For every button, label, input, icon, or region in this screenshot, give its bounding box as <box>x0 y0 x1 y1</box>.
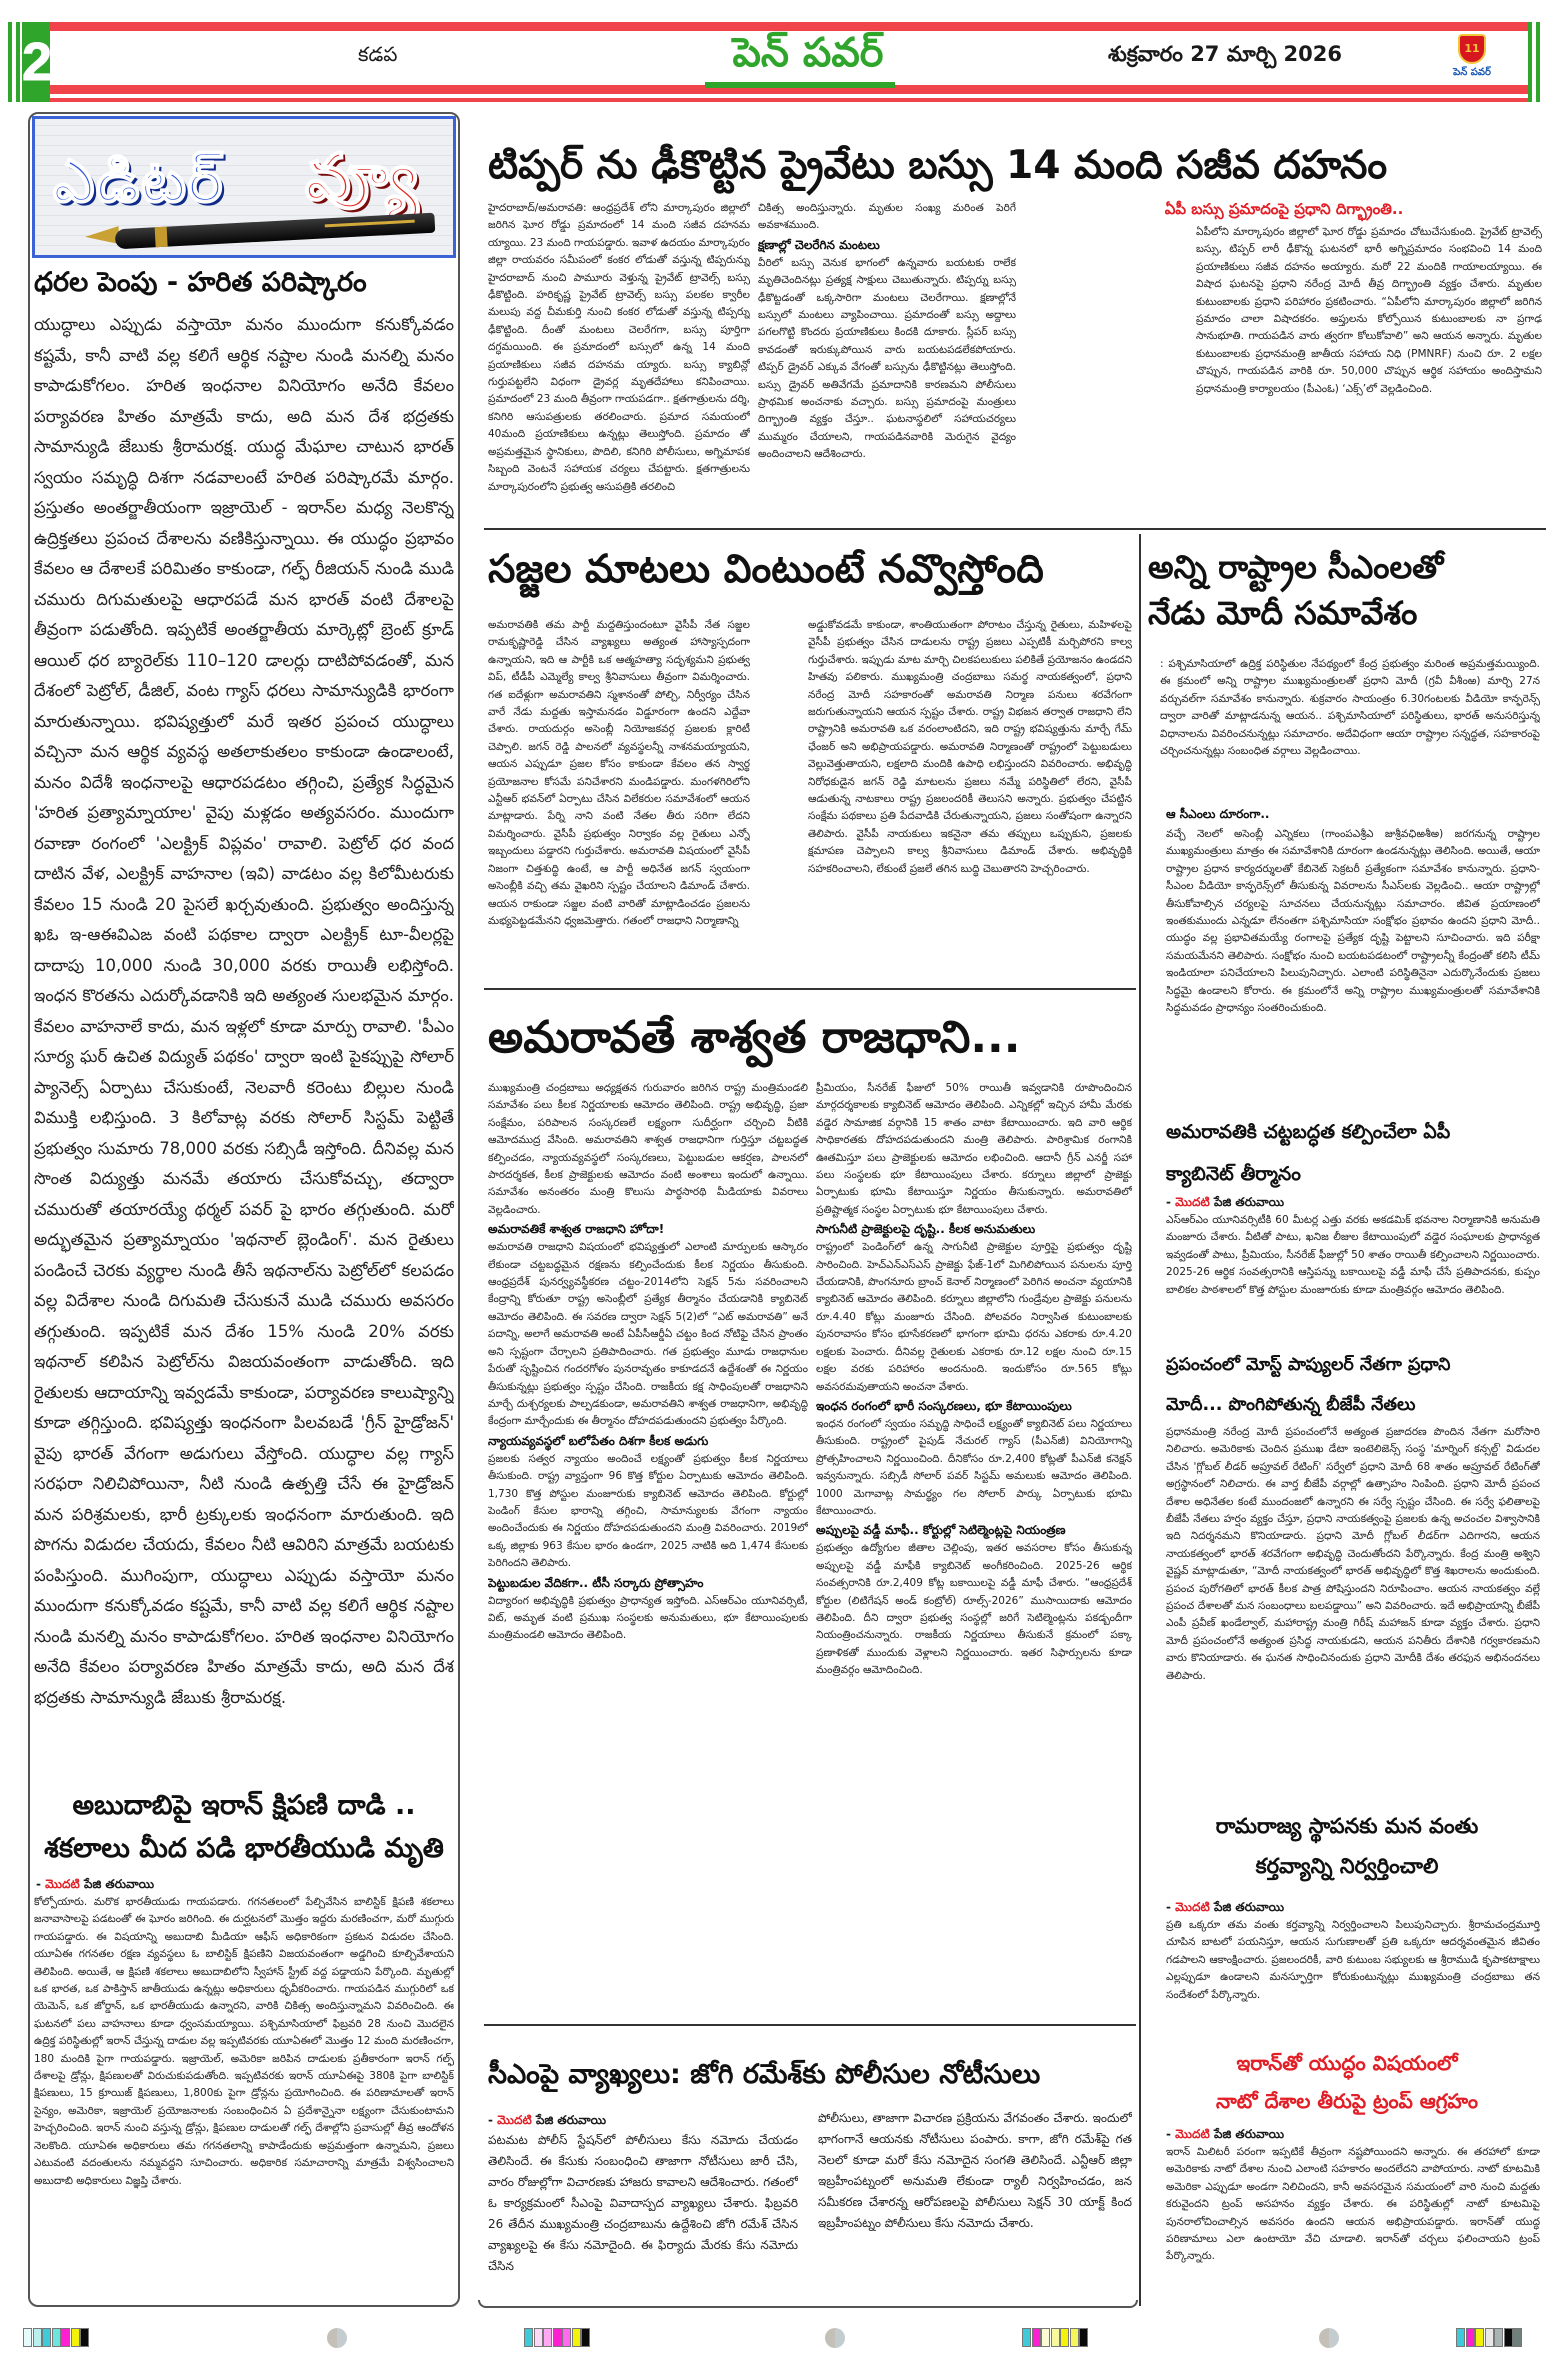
modi-meeting-subhead: ఆ సీఎంలు దూరంగా.. <box>1166 807 1270 821</box>
masthead-red-line-bottom <box>8 98 1542 102</box>
amaravati-cabinet-body: ఎస్ఆర్ఎం యూనివర్సిటీకి 60 మీటర్ల ఎత్తు వరకు అకడమిక్ భవనాల నిర్మాణానికి అనుమతి మంజూరు చేశారు. వీటితో పాటు, ఖనిజ లీజుల కేటాయింపులో వడ్డెర సంఘాలకు ప్రాధాన్యత ఇవ్వడంతో పాటు, ప్రీమియం, సీనరేజ్ ఫీజుల్లో 50 శాతం రాయితీ కల్పించాలని నిర్ణయించారు. 2025-26 ఆర్థిక సంవత్సరానికి ఆస్తిపన్ను బకాయిలపై వడ్డీ మాఫీ చేసే ప్రతిపాదనకు, కుప్పం బాలికల పాఠశాలలో కొత్త పోస్టుల మంజూరుకు కూడా మంత్రివర్గం ఆమోదం తెలిపింది. <box>1166 1214 1540 1296</box>
trump-headline-line2: నాటో దేశాల తీరుపై ట్రంప్ ఆగ్రహం <box>1216 2089 1478 2113</box>
color-swatch <box>52 2328 61 2347</box>
abudhabi-body: కోల్పోయారు. మరొక భారతీయుడు గాయపడారు. గగనతలంలో పేల్చివేసిన బాలిస్టిక్ క్షిపణి శకలాలు జనావాసాలపై పడటంతో ఈ ఘోరం జరిగింది. ఈ దుర్ఘటనలో మొత్తం ఇద్దరు మరణించగా, మరో ముగ్గురు గాయపడ్డారు. ఈ విషయాన్ని అబుదాబి మీడియా ఆఫీస్ అధికారికంగా ప్రకటన విడుదల చేసింది. యూఏఈ గగనతల రక్షణ వ్యవస్థలు ఓ బాలిస్టిక్ క్షిపణిని విజయవంతంగా అడ్డగించి కూల్చివేశాయని తెలిపింది. అయితే, ఆ క్షిపణి శకలాలు అబుదాబిలోని స్వీహాన్ స్ట్రీట్ వద్ద పడ్డాయని పేర్కొంది. మృతుల్లో ఒక భారత, ఒక పాకిస్తాన్ జాతీయుడు ఉన్నట్లు అధికారులు ధృవీకరించారు. గాయపడిన ముగ్గురిలో ఒక యెమెన్, ఒక జోర్డాన్, ఒక భారతీయుడు ఉన్నారని, వారికి చికిత్స అందిస్తున్నామని వివరించింది. ఈ ఘటనలో పలు వాహనాలు కూడా ధ్వంసమయ్యాయి. పశ్చిమాసియాలో ఫిబ్రవరి 28 నుంచి మొదలైన ఉద్రిక్త పరిస్థితుల్లో ఇరాన్ చేస్తున్న దాడుల వల్ల ఇప్పటివరకు యూఏఈలో మొత్తం 12 మంది మరణించగా, 180 మందికి పైగా గాయపడ్డారు. ఇజ్రాయెల్, అమెరికా జరిపిన దాడులకు ప్రతీకారంగా ఇరాన్ గల్ఫ్ దేశాలపై డ్రోన్లు, క్షిపణులతో విరుచుకుపడుతోంది. ఇప్పటివరకు ఇరాన్ యూఏఈపై 380కి పైగా బాలిస్టిక్ క్షిపణులు, 15 క్రూయిజ్ క్షిపణులు, 1,800కు పైగా డ్రోన్లను ప్రయోగించింది. ఈ పరిణామాలతో ఇరాన్ సైన్యం, అమెరికా, ఇజ్రాయెల్ ప్రయోజనాలకు సంబంధించిన ఏ ప్రదేశాన్నైనా లక్ష్యంగా చేసుకుంటామని హెచ్చరించింది. ఇరాన్ నుంచి వస్తున్న డ్రోన్లు, క్షిపణుల దాడులతో గల్ఫ్ దేశాల్లోని ప్రవాసుల్లో తీవ్ర ఆందోళన నెలకొంది. యూఏఈ అధికారులు తమ గగనతలాన్ని కాపాడేందుకు అప్రమత్తంగా ఉన్నామని, ప్రజలు ఎటువంటి వదంతులను నమ్మవద్దని సూచించారు. అధికారిక సమాచారాన్ని మాత్రమే విశ్వసించాలని అబుదాబి అధికారులు విజ్ఞప్తి చేశారు. <box>34 1896 454 2187</box>
amaravati-col2-irrigation: రాష్ట్రంలో పెండింగ్‌లో ఉన్న సాగునీటి ప్రాజెక్టుల పూర్తిపై ప్రభుత్వం దృష్టి సారించింది. హెచ్ఎన్ఎస్ఎస్ ప్రాజెక్టు ఫేజ్-1లో మిగిలిపోయిన పనులను పూర్తి చేయడానికి, పొంగనూరు బ్రాంచ్ కెనాల్ నిర్మాణంలో పెరిగిన అంచనా వ్యయానికి క్యాబినెట్ ఆమోదం తెలిపింది. కర్నూలు జిల్లాలోని గుండ్రేవుల ప్రాజెక్టు పనులను రూ.4.40 కోట్లు మంజూరు చేసింది. పోలవరం నిర్వాసిత కుటుంబాలకు పునరావాసం కోసం భూసేకరణలో భాగంగా భూమి ధరను ఎకరాకు రూ.4.20 లక్షలకు పెంచారు. దీనివల్ల రైతులకు ఎకరాకు రూ.12 లక్షల నుంచి రూ.15 లక్షల వరకు పరిహారం అందనుంది. ఇందుకోసం రూ.565 కోట్లు అవసరమవుతాయని అంచనా వేశారు. <box>816 1241 1132 1393</box>
jogi-ramesh-col2: పోలీసులు, తాజాగా విచారణ ప్రక్రియను వేగవంతం చేశారు. ఇందులో భాగంగానే ఆయనకు నోటీసులు పంపారు. కాగా, జోగి రమేశ్‌పై గత నెలలో కూడా మరో కేసు నమోదైన సంగతి తెలిసిందే. ఎన్టీఆర్ జిల్లా ఇబ్రహీంపట్నంలో అనుమతి లేకుండా ర్యాలీ నిర్వహించడం, జన సమీకరణ చేశారన్న ఆరోపణలపై పోలీసులు సెక్షన్ 30 యాక్ట్ కింద ఇబ్రహీంపట్నం పోలీసులు కేసు నమోదు చేశారు. <box>818 2111 1132 2230</box>
bus-fire-col2 <box>758 200 1016 526</box>
abudhabi-headline-line1: అబుదాబిపై ఇరాన్ క్షిపణి దాడి .. <box>72 1790 416 1821</box>
amaravati-col2-intro: ప్రీమియం, సీనరేజ్ ఫీజులో 50% రాయితీ ఇవ్వడానికి రూపొందించిన మార్గదర్శకాలకు క్యాబినెట్ ఆమోదం తెలిపింది. ఎన్నికల్లో ఇచ్చిన హామీ మేరకు వడ్డెర సామాజిక వర్గానికి 15 శాతం వాటా కేటాయించారు. ఇది వారి ఆర్థిక సాధికారతకు దోహదపడుతుందని మంత్రి తెలిపారు. పారిశ్రామిక రంగానికి ఊతమిస్తూ పలు ప్రాజెక్టులకు ఆమోదం లభించింది. ఆదానీ గ్రీన్ ఎనర్జీ సహా పలు సంస్థలకు భూ కేటాయింపులు చేశారు. కర్నూలు జిల్లాలో ప్రాజెక్టు ఏర్పాటుకు భూమి కేటాయిస్తూ నిర్ణయం తీసుకున్నారు. అమరావతిలో ప్రతిష్టాత్మక సంస్థల ఏర్పాటుకు భూ కేటాయింపులు చేశారు. <box>816 1082 1132 1216</box>
color-swatch <box>1504 2328 1513 2347</box>
sajjala-headline: సజ్జల మాటలు వింటుంటే నవ్వొస్తోంది <box>488 547 1044 592</box>
abudhabi-headline-line2: శకలాలు మీద పడి భారతీయుడి మృతి <box>44 1833 444 1864</box>
print-color-bar-4 <box>1456 2328 1523 2348</box>
jogi-ramesh-headline: సీఎంపై వ్యాఖ్యలు: జోగి రమేశ్‌కు పోలీసుల నోటీసులు <box>488 2059 1041 2090</box>
newspaper-logo-icon <box>1450 34 1494 86</box>
color-swatch <box>572 2328 581 2347</box>
color-swatch <box>61 2328 70 2347</box>
amaravati-col1-intro: ముఖ్యమంత్రి చంద్రబాబు అధ్యక్షతన గురువారం జరిగిన రాష్ట్ర మంత్రిమండలి సమావేశం పలు కీలక నిర్ణయాలకు ఆమోదం తెలిపింది. రాష్ట్ర అభివృద్ధి, ప్రజా సంక్షేమం, పరిపాలన సంస్కరణలే లక్ష్యంగా సుదీర్ఘంగా చర్చించి వీటికి ఆమోదముద్ర వేసింది. అమరావతిని శాశ్వత రాజధానిగా గుర్తిస్తూ చట్టబద్ధత కల్పించడం, న్యాయవ్యవస్థలో సంస్కరణలు, పెట్టుబడుల ఆకర్షణ, పాలనలో పారదర్శకత, కీలక ప్రాజెక్టులకు ఆమోదం వంటి అంశాలు ఇందులో ఉన్నాయి. సమావేశం అనంతరం మంత్రి కొలుసు పార్థసారథి మీడియాకు వివరాలు వెల్లడించారు. <box>488 1082 808 1216</box>
amaravati-col1-capital: అమరావతి రాజధాని విషయంలో భవిష్యత్తులో ఎలాంటి మార్పులకు ఆస్కారం లేకుండా చట్టబద్ధమైన రక్షణను కల్పించేందుకు కీలక నిర్ణయం తీసుకుంది. ఆంధ్రప్రదేశ్ పునర్వ్యవస్థీకరణ చట్టం-2014లోని సెక్షన్ 5ను సవరించాలని కేంద్రాన్ని కోరుతూ రాష్ట్ర అసెంబ్లీలో ప్రత్యేక తీర్మానం చేయడానికి క్యాబినెట్ ఆమోదం తెలిపింది. ఈ సవరణ ద్వారా సెక్షన్ 5(2)లో “ఎట్ అమరావతి” అనే పదాన్ని, అలాగే అమరావతి అంటే ఏపీసీఆర్డీఏ చట్టం కింద నోటిఫై చేసిన ప్రాంతం అని స్పష్టంగా చేర్చాలని ప్రతిపాదించారు. గత ప్రభుత్వం మూడు రాజధానుల పేరుతో సృష్టించిన గందరగోళం పునరావృతం కాకూడదనే ఉద్దేశంతో ఈ నిర్ణయం తీసుకున్నట్లు ప్రభుత్వం స్పష్టం చేసింది. రాజకీయ కక్ష సాధింపులతో రాజధానిని మార్చే దుశ్చర్యలకు పాల్పడకుండా, అమరావతిని శాశ్వత రాజధానిగా, అభివృద్ధి కేంద్రంగా మార్చేందుకు ఈ తీర్మానం దోహదపడుతుందని ప్రభుత్వం పేర్కొంది. <box>488 1241 808 1428</box>
print-color-bar-2 <box>524 2328 591 2348</box>
color-swatch <box>1456 2328 1465 2347</box>
color-swatch <box>1485 2328 1494 2347</box>
color-swatch <box>1022 2328 1031 2347</box>
pm-condolence-headline: ఏపీ బస్సు ప్రమాదంపై ప్రధాని దిగ్భ్రాంతి.. <box>1164 200 1404 218</box>
modi-meeting-headline-line2: నేడు మోదీ సమావేశం <box>1148 594 1418 632</box>
amaravati-subhead-capital: అమరావతికే శాశ్వత రాజధాని హోదా! <box>488 1222 665 1237</box>
color-swatch <box>553 2328 562 2347</box>
logo-text: పెన్ పవర్ <box>1453 67 1491 78</box>
color-swatch <box>1513 2328 1522 2347</box>
modi-meeting-headline-line1: అన్ని రాష్ట్రాల సీఎంలతో <box>1148 548 1444 586</box>
divider-rule <box>484 2024 1136 2026</box>
trump-body: ఇరాన్ మిలిటరీ పరంగా ఇప్పటికే తీవ్రంగా నష్టపోయిందని అన్నారు. ఈ తరహాలో కూడా అమెరికాకు నాటో దేశాల నుంచి ఎలాంటి సహకారం అందలేదని వాపోయారు. నాటో కూటమికి అమెరికా ఎప్పుడూ అండగా నిలిచిందని, కానీ అవసరమైన సమయంలో వారి నుంచి మద్దతు కరువైందని ట్రంప్ అసహనం వ్యక్తం చేశారు. ఈ పరిస్థితుల్లో నాటో కూటమిపై పునరాలోచించాల్సిన అవసరం ఉందని ఆయన అభిప్రాయపడ్డారు. ఇరాన్‌తో యుద్ధ పరిణామాలు ఎలా ఉంటాయో వేచి చూడాలి. ఇరాన్‌తో చర్చలు ఫలించాయని ట్రంప్ పేర్కొన్నారు. <box>1166 2146 1540 2263</box>
color-swatch <box>1475 2328 1484 2347</box>
print-color-bar-3 <box>1022 2328 1089 2348</box>
amaravati-col1-judiciary: ప్రజలకు సత్వర న్యాయం అందించే లక్ష్యంతో ప్రభుత్వం కీలక నిర్ణయాలు తీసుకుంది. రాష్ట్ర వ్యాప్తంగా 96 కొత్త కోర్టుల ఏర్పాటుకు ఆమోదం తెలిపింది. 1,730 కొత్త పోస్టుల మంజూరుకు క్యాబినెట్ ఆమోదం తెలిపింది. కోర్టుల్లో పెండింగ్ కేసుల భారాన్ని తగ్గించి, సామాన్యులకు వేగంగా న్యాయం అందించేందుకు ఈ నిర్ణయం దోహదపడుతుందని మంత్రి వివరించారు. 2019లో ఒక్క జిల్లాకు 963 కేసుల భారం ఉండగా, 2025 నాటికి అది 1,474 కేసులకు పెరిగిందని తెలిపారు. <box>488 1452 808 1570</box>
abudhabi-continued-label: - మొదటి పేజి తరువాయి <box>36 1877 155 1891</box>
amaravati-cabinet-headline-line1: అమరావతికి చట్టబద్ధత కల్పించేలా ఏపీ <box>1166 1121 1451 1143</box>
amaravati-col2-energy: ఇంధన రంగంలో స్వయం సమృద్ధి సాధించే లక్ష్యంతో క్యాబినెట్ పలు నిర్ణయాలు తీసుకుంది. రాష్ట్రంలో పైపుడ్ నేచురల్ గ్యాస్ (పీఎన్‌జీ) వినియోగాన్ని ప్రోత్సహించాలని నిర్ణయించింది. దీనికోసం రూ.2,400 కోట్లతో పీఎన్‌జీ కనెక్షన్ ఇవ్వనున్నారు. సబ్సిడీ సోలార్ పవర్ సిస్టమ్ అమలుకు ఆమోదం తెలిపింది. 1000 మెగావాట్ల సామర్థ్యం గల సోలార్ పార్కు ఏర్పాటుకు భూమి కేటాయించారు. <box>816 1417 1132 1517</box>
amaravati-subhead-judiciary: న్యాయవ్యవస్థలో బలోపేతం దిశగా కీలక అడుగు <box>488 1433 709 1448</box>
bottom-frame <box>478 2300 1138 2308</box>
bus-fire-col1: హైదరాబాద్/అమరావతి: ఆంధ్రప్రదేశ్ లోని మార్కాపురం జిల్లాలో జరిగిన ఘోర రోడ్డు ప్రమాదంలో 14 మంది సజీవ దహనమ య్యాయి. 23 మంది గాయపడ్డారు. ఇవాళ ఉదయం మార్కాపురం జిల్లా రాయవరం సమీపంలో కంకర లోడుతో వస్తున్న టిప్పరున్ను హైదరాబాద్ నుంచి పామూరు వెళ్తున్న ప్రైవేట్ ట్రావెల్స్ బస్సు ఢీకొట్టింది. హరికృష్ణ ప్రైవేట్ ట్రావెల్స్ బస్సు పలకల క్వారీల మలుపు వద్ద చీమకుర్తి నుంచి కంకర లోడుతో వస్తున్న టిప్పర్ను ఢీకొట్టింది. దీంతో మంటలు చెలరేగగా, బస్సు పూర్తిగా దగ్ధమయింది. ఈ ప్రమాదంలో బస్సులో ఉన్న 14 మంది ప్రయాణికులు సజీవ దహనమ య్యారు. బస్సు క్యాబిన్లో గుర్తుపట్టలేని విధంగా డ్రైవర్ల మృతదేహాలు కనిపించాయి. ప్రమాదంలో 23 మంది తీవ్రంగా గాయపడగా.. క్షతగాత్రులను దర్శి, కనిగిరి ఆసుపత్రులకు తరలించారు. ప్రమాద సమయంలో 40మంది ప్రయాణికులు ఉన్నట్లు తెలుస్తోంది. ప్రమాదం తో అప్రమత్తమైన స్థానికులు, పొదిలి, కనిగిరి పోలీసులు, అగ్నిమాపక సిబ్బంది వెంటనే సహాయక చర్యలు చేపట్టారు. క్షతగాత్రులను మార్కాపురంలోని ప్రభుత్వ ఆసుపత్రికి తరలించి <box>488 202 750 493</box>
color-swatch <box>71 2328 80 2347</box>
ramarajya-body: ప్రతి ఒక్కరూ తమ వంతు కర్తవ్యాన్ని నిర్వర్తించాలని పిలుపునిచ్చారు. శ్రీరామచంద్రమూర్తి చూపిన బాటలో పయనిస్తూ, ఆయన సుగుణాలతో ప్రతి ఒక్కరూ ఆదర్శవంతమైన జీవితం గడపాలని ఆకాంక్షించారు. ప్రజలందరికీ, వారి కుటుంబ సభ్యులకు ఆ శ్రీరాముడి కృపాకటాక్షాలు ఎల్లప్పుడూ ఉండాలని మనస్ఫూర్తిగా కోరుకుంటున్నట్లు ముఖ్యమంత్రి చంద్రబాబు తన సందేశంలో పేర్కొన్నారు. <box>1166 1919 1540 2001</box>
amaravati-cabinet-headline-line2: క్యాబినెట్ తీర్మానం <box>1166 1163 1301 1185</box>
registration-mark-icon <box>327 2328 347 2348</box>
title-underline <box>705 82 895 88</box>
print-color-bar-1 <box>23 2328 90 2348</box>
editorial-headline: ధరల పెంపు - హరిత పరిష్కారం <box>34 267 367 298</box>
editor-view-banner <box>32 116 456 258</box>
continued-highlight: మొదటి <box>45 1877 80 1891</box>
color-swatch <box>23 2328 32 2347</box>
color-swatch <box>33 2328 42 2347</box>
color-swatch <box>534 2328 543 2347</box>
trump-continued-label: - మొదటి పేజి తరువాయి <box>1166 2127 1285 2141</box>
pen-nib-icon <box>85 226 120 246</box>
trump-headline-line1: ఇరాన్‌తో యుద్ధం విషయంలో <box>1236 2051 1458 2075</box>
color-swatch <box>1070 2328 1079 2347</box>
color-swatch <box>1494 2328 1503 2347</box>
amaravati-subhead-investment: పెట్టుబడుల వేదికగా.. టీసీ సర్కారు ప్రోత్సాహం <box>488 1575 704 1590</box>
banner-word-editor: ఎడిటర్ <box>53 147 225 215</box>
jogi-ramesh-continued-label: - మొదటి పేజి తరువాయి <box>488 2113 607 2127</box>
jogi-ramesh-col1: పటమట పోలీస్ స్టేషన్‌లో పోలీసులు కేసు నమోదు చేయడం తెలిసిందే. ఈ కేసుకు సంబంధించి తాజాగా నోటీసులు జారీ చేసి, వారం రోజుల్లోగా విచారణకు హాజరు కావాలని ఆదేశించారు. గతంలో ఓ కార్యక్రమంలో సీఎంపై వివాదాస్పద వ్యాఖ్యలు చేశారు. ఫిబ్రవరి 26 తేదీన ముఖ్యమంత్రి చంద్రబాబును ఉద్దేశించి జోగి రమేశ్ చేసిన వ్యాఖ్యలపై ఈ కేసు నమోదైంది. ఈ ఫిర్యాదు మేరకు కేసు నమోదు చేసిన <box>488 2133 798 2273</box>
amaravati-cabinet-continued-label: - మొదటి పేజి తరువాయి <box>1166 1195 1285 1209</box>
color-swatch <box>1466 2328 1475 2347</box>
color-swatch <box>1032 2328 1041 2347</box>
modi-meeting-body: : పశ్చిమాసియాలో ఉద్రిక్త పరిస్థితుల నేపథ్యంలో కేంద్ర ప్రభుత్వం మరింత అప్రమత్తమయ్యింది. ఈ క్రమంలో అన్ని రాష్ట్రాల ముఖ్యమంత్రులతో ప్రధాని మోదీ (గ్రవీ వీశీంఱ) మార్చి 27న వర్చువల్‌గా సమావేశం కానున్నారు. శుక్రవారం సాయంత్రం 6.30గంటలకు వీడియో కాన్ఫరెన్స్ ద్వారా వారితో మాట్లాడనున్న ఆయన.. పశ్చిమాసియాలో పరిస్థితులు, భారత్ అనుసరిస్తున్న విధానాలను వివరించనున్నట్లు సమాచారం. అదేవిధంగా ఆయా రాష్ట్రాల సన్నద్ధత, సహకారంపై చర్చించనున్నట్లు సంబంధిత వర్గాలు వెల్లడించాయి. <box>1160 658 1540 758</box>
modi-meeting-body2: వచ్చే నెలలో అసెంబ్లీ ఎన్నికలు (గాంంపఎశ్రీఎ జుశ్రీవఛిఱశీఅ) జరగనున్న రాష్ట్రాల ముఖ్యమంత్రులు మాత్రం ఈ సమావేశానికి దూరంగా ఉండనున్నట్లు తెలిసింది. అయితే, ఆయా రాష్ట్రాల ప్రధాన కార్యదర్శులతో కేబినెట్ సెక్రటరీ ప్రత్యేకంగా సమావేశం కానున్నారు. ప్రధాని-సీఎంల వీడియో కాన్ఫరెన్స్‌లో తీసుకున్న వివరాలను సీఎస్‌లకు వెల్లడించి.. ఆయా రాష్ట్రాల్లో తీసుకోవాల్సిన చర్యలపై సూచనలు చేయనున్నట్లు సమాచారం. జీవిత ప్రయాణంలో ఇంతకుముందు ఎన్నడూ లేనంతగా పశ్చిమాసియా సంక్షోభం ప్రభావం ఉందని ప్రధాని మోదీ.. యుద్ధం వల్ల ప్రభావితమయ్యే రంగాలపై ప్రత్యేక దృష్టి పెట్టాలని సూచించారు. ఇది పరీక్షా సమయమేనని తెలిపారు. సంక్షోభం నుంచి బయటపడటంలో రాష్ట్రాలన్నీ కేంద్రంతో కలిసి టీమ్ ఇండియాలా పనిచేయాలని పిలుపునిచ్చారు. ఎలాంటి పరిస్థితినైనా ఎదుర్కొనేందుకు ప్రజలు సిద్ధమై ఉండాలని కోరారు. ఈ క్రమంలోనే అన్ని రాష్ట్రాల ముఖ్యమంత్రులతో సమావేశానికి సిద్ధమవడం ప్రాధాన్యం సంతరించుకుంది. <box>1166 828 1540 1015</box>
color-swatch <box>524 2328 533 2347</box>
popular-leader-headline-line2: మోదీ... పొంగిపోతున్న బీజేపీ నేతలు <box>1166 1395 1416 1415</box>
color-swatch <box>581 2328 590 2347</box>
ramarajya-headline-line2: కర్తవ్యాన్ని నిర్వర్తించాలి <box>1255 1854 1439 1878</box>
color-swatch <box>1079 2328 1088 2347</box>
masthead-green-stripes-left <box>8 22 22 102</box>
color-swatch <box>42 2328 51 2347</box>
ramarajya-continued-label: - మొదటి పేజి తరువాయి <box>1166 1900 1285 1914</box>
color-swatch <box>80 2328 89 2347</box>
sajjala-col2: అడ్డుకోవడమే కాకుండా, శాంతియుతంగా పోరాటం చేస్తున్న రైతులు, మహిళలపై వైసీపీ ప్రభుత్వం చేసిన దాడులను రాష్ట్ర ప్రజలు ఎప్పటికీ మర్చిపోరని కాల్వ గుర్తుచేశారు. ఇప్పుడు మాట మార్చి చిలకపలుకులు పలికితే ప్రయోజనం ఉండదని హితవు పలికారు. ముఖ్యమంత్రి చంద్రబాబు సమర్థ నాయకత్వంలో, ప్రధాని నరేంద్ర మోదీ సహకారంతో అమరావతి నిర్మాణ పనులు శరవేగంగా జరుగుతున్నాయని ఆయన స్పష్టం చేశారు. రాష్ట్ర విభజన తర్వాత రాజధాని లేని రాష్ట్రానికి అమరావతి ఒక వరంలాంటిదని, ఇది రాష్ట్ర భవిష్యత్తును మార్చే గేమ్ ఛేంజర్ అని అభిప్రాయపడ్డారు. అమరావతి నిర్మాణంతో రాష్ట్రంలో పెట్టుబడులు వెల్లువెత్తుతాయని, లక్షలాది మందికి ఉపాధి లభిస్తుందని వివరించారు. అభివృద్ధి నిరోధకుడైన జగన్ రెడ్డి మాటలను ప్రజలు నమ్మే పరిస్థితిలో లేరని, వైసీపీ ఆడుతున్న నాటకాలు రాష్ట్ర ప్రజలందరికీ తెలుసని అన్నారు. ప్రభుత్వం చేపట్టిన సంక్షేమ పథకాలు ప్రతి పేదవాడికి చేరుతున్నాయని, ప్రజలు సంతోషంగా ఉన్నారని తెలిపారు. వైసీపీ నాయకులు ఇకనైనా తమ తప్పులు ఒప్పుకుని, ప్రజలకు క్షమాపణ చెప్పాలని కాల్వ శ్రీనివాసులు డిమాండ్ చేశారు. అభివృద్ధికి సహకరించాలని, లేకుంటే ప్రజలే తగిన బుద్ధి చెబుతారని హెచ్చరించారు. <box>808 619 1132 875</box>
color-swatch <box>543 2328 552 2347</box>
bus-fire-headline: టిప్పర్ ను ఢీకొట్టిన ప్రైవేటు బస్సు 14 మంది సజీవ దహనం <box>488 143 1388 188</box>
pm-condolence-body: ఏపీలోని మార్కాపురం జిల్లాలో ఘోర రోడ్డు ప్రమాదం చోటుచేసుకుంది. ప్రైవేట్ ట్రావెల్స్ బస్సు, టిప్పర్ లారీ ఢీకొన్న ఘటనలో భారీ అగ్నిప్రమాదం సంభవించి 14 మంది ప్రయాణికులు సజీవ దహనం అయ్యారు. మరో 22 మందికి గాయాలయ్యాయి. ఈ విషాద ఘటనపై ప్రధాని నరేంద్ర మోదీ తీవ్ర దిగ్భ్రాంతి వ్యక్తం చేశారు. మృతుల కుటుంబాలకు ప్రధాని పరిహారం ప్రకటించారు. “ఏపీలోని మార్కాపురం జిల్లాలో జరిగిన ప్రమాదం చాలా విషాదకరం. అప్తులను కోల్పోయిన కుటుంబాలకు నా ప్రగాఢ సానుభూతి. గాయపడిన వారు త్వరగా కోలుకోవాలి” అని ఆయన అన్నారు. మృతుల కుటుంబాలకు ప్రధానమంత్రి జాతీయ సహాయ నిధి (PMNRF) నుంచి రూ. 2 లక్షల చొప్పున, గాయపడిన వారికి రూ. 50,000 చొప్పున ఆర్థిక సహాయం అందిస్తామని ప్రధానమంత్రి కార్యాలయం (పీఎంఓ) ‘ఎక్స్’లో వెల్లడించింది. <box>1196 226 1542 395</box>
ramarajya-headline-line1: రామరాజ్య స్థాపనకు మన వంతు <box>1215 1814 1479 1838</box>
amaravati-headline: అమరావతే శాశ్వత రాజధాని... <box>488 1012 1021 1063</box>
color-swatch <box>1051 2328 1060 2347</box>
color-swatch <box>562 2328 571 2347</box>
edition-name: కడప <box>358 42 398 66</box>
color-swatch <box>1041 2328 1050 2347</box>
page-number: 2 <box>22 22 50 102</box>
column-divider <box>1139 534 1141 2306</box>
banner-word-view: వ్యూ <box>305 141 419 215</box>
masthead-green-stripes-right <box>1528 22 1542 102</box>
logo-shield-icon: 11 <box>1458 34 1486 64</box>
amaravati-col2-debt: ప్రభుత్వం ఉద్యోగుల జీతాల చెల్లింపు, ఇతర అవసరాల కోసం తీసుకున్న అప్పులపై వడ్డీ మాఫీకి క్యాబినెట్ అంగీకరించింది. 2025-26 ఆర్థిక సంవత్సరానికి రూ.2,409 కోట్ల బకాయిలపై వడ్డీ మాఫీ చేశారు. “ఆంధ్రప్రదేశ్ కోర్టుల (లిటిగేషన్ అండ్ కంట్రోల్) రూల్స్-2026” ముసాయిదాకు ఆమోదం తెలిపింది. దీని ద్వారా ప్రభుత్వ సంస్థల్లో జరిగే సెటిల్మెంట్లను పకడ్బందీగా నియంత్రించనున్నారు. రాజకీయ నిర్ణయాలు తీసుకునే క్రమంలో పక్కా ప్రణాళికతో ముందుకు వెళ్లాలని నిర్ణయించారు. ఇతర సిఫార్సులను కూడా మంత్రివర్గం ఆమోదించింది. <box>816 1542 1132 1677</box>
divider-rule <box>484 528 1546 530</box>
registration-mark-icon <box>1319 2328 1339 2348</box>
newspaper-title: పెన్ పవర్ <box>732 30 884 76</box>
popular-leader-body: ప్రధానమంత్రి నరేంద్ర మోదీ ప్రపంచంలోనే అత్యంత ప్రజాదరణ పొందిన నేతగా మరోసారి నిలిచారు. అమెరికాకు చెందిన ప్రముఖ డేటా ఇంటెలిజెన్స్ సంస్థ 'మార్నింగ్ కన్సల్ట్' విడుదల చేసిన 'గ్లోబల్ లీడర్ అప్రూవల్ రేటింగ్' సర్వేలో ప్రధాని మోదీ 68 శాతం అప్రూవల్ రేటింగ్‌తో అగ్రస్థానంలో నిలిచారు. ఈ వార్త బీజేపీ వర్గాల్లో ఉత్సాహం నింపింది. ప్రధాని మోదీ ప్రపంచ దేశాల అధినేతల కంటే ముందంజలో ఉన్నారని ఈ సర్వే స్పష్టం చేసింది. ఈ సర్వే ఫలితాలపై బీజేపీ నేతలు హర్షం వ్యక్తం చేస్తూ, ప్రధాని నాయకత్వంపై ప్రజలకు ఉన్న అచంచల విశ్వాసానికి ఇది నిదర్శనమని కొనియాడారు. ప్రధాని మోదీ గ్లోబల్ లీడర్‌గా ఎదిగారని, ఆయన నాయకత్వంలో భారత్ శరవేగంగా అభివృద్ధి చెందుతోందని పేర్కొన్నారు. కేంద్ర మంత్రి అశ్విని వైష్ణవ్ మాట్లాడుతూ, “మోదీ నాయకత్వంలో భారత్ అభివృద్ధిలో కొత్త శిఖరాలను అందుకుంది. ప్రపంచ పురోగతిలో భారత్ కీలక పాత్ర పోషిస్తుందని నిరూపించాం. ఆయన నాయకత్వం వల్లే ప్రపంచ దేశాలతో మన సంబంధాలు బలపడ్డాయి” అని వివరించారు. ఇదే అభిప్రాయాన్ని బీజేపీ ఎంపీ ప్రవీణ్ ఖండేల్వాల్, మహారాష్ట్ర మంత్రి గిరీష్ మహాజన్ కూడా వ్యక్తం చేశారు. ప్రధాని మోదీ ప్రపంచంలోనే అత్యంత ప్రసిద్ధ నాయకుడని, ఆయన పనితీరు దేశానికి గర్వకారణమని వారు కొనియాడారు. ఈ ఘనత సాధించినందుకు ప్రధాని మోదీకి దేశం తరఫున అభినందనలు తెలిపారు. <box>1166 1426 1540 1682</box>
amaravati-subhead-irrigation: సాగునీటి ప్రాజెక్టులపై దృష్టి.. కీలక అనుమతులు <box>816 1222 1036 1237</box>
amaravati-subhead-debt: అప్పులపై వడ్డీ మాఫీ.. కోర్టుల్లో సెటిల్మెంట్లపై నియంత్రణ <box>816 1523 1066 1538</box>
bus-fire-subhead: క్షణాల్లో చెలరేగిన మంటలు <box>758 237 880 252</box>
masthead <box>8 22 1542 102</box>
amaravati-col2 <box>816 1080 1132 2020</box>
amaravati-col1 <box>488 1080 808 2020</box>
editorial-body: యుద్ధాలు ఎప్పుడు వస్తాయో మనం ముందుగా కనుక్కోవడం కష్టమే, కానీ వాటి వల్ల కలిగే ఆర్థిక నష్టాల నుండి మనల్ని మనం కాపాడుకోగలం. హరిత ఇంధనాల వినియోగం అనేది కేవలం పర్యావరణ హితం మాత్రమే కాదు, అది మన దేశ భద్రతకు సామాన్యుడి జేబుకు శ్రీరామరక్ష. యుద్ధ మేఘాల చాటున భారత్ స్వయం సమృద్ధి దిశగా నడవాలంటే హరిత పరిష్కారమే మార్గం. ప్రస్తుతం అంతర్జాతీయంగా ఇజ్రాయెల్ - ఇరాన్‌ల మధ్య నెలకొన్న ఉద్రిక్తతలు ప్రపంచ దేశాలను వణికిస్తున్నాయి. ఈ యుద్ధం ప్రభావం కేవలం ఆ దేశాలకే పరిమితం కాకుండా, గల్ఫ్ రీజియన్ నుండి ముడి చమురు దిగుమతులపై ఆధారపడే మన భారత్ వంటి దేశాలపై తీవ్రంగా పడుతోంది. ఇప్పటికే అంతర్జాతీయ మార్కెట్లో బ్రెంట్ క్రూడ్ ఆయిల్ ధర బ్యారెల్‌కు 110–120 డాలర్లు దాటిపోవడంతో, మన దేశంలో పెట్రోల్, డీజిల్, వంట గ్యాస్ ధరలు సామాన్యుడికి భారంగా మారుతున్నాయి. భవిష్యత్తులో మరే ఇతర ప్రపంచ యుద్ధాలు వచ్చినా మన ఆర్థిక వ్యవస్థ అతలాకుతలం కాకుండా ఉండాలంటే, మనం విదేశీ ఇంధనాలపై ఆధారపడటం తగ్గించి, ప్రత్యేక సిద్ధమైన 'హరిత ప్రత్యామ్నాయాల' వైపు మళ్లడం అత్యవసరం. ముందుగా రవాణా రంగంలో 'ఎలక్ట్రిక్ విప్లవం' రావాలి. పెట్రోల్ ధర వంద దాటిన వేళ, ఎలక్ట్రిక్ వాహనాల (ఇవి) వాడటం వల్ల కిలోమీటరుకు కేవలం 15 నుండి 20 పైసలే ఖర్చవుతుంది. ప్రభుత్వం అందిస్తున్న ఖఓ ఇ-ఆఈవిఎఙ వంటి పథకాల ద్వారా ఎలక్ట్రిక్ టూ-వీలర్లపై దాదాపు 10,000 నుండి 30,000 వరకు రాయితీ లభిస్తోంది. ఇంధన కొరతను ఎదుర్కోవడానికి ఇది అత్యంత సులభమైన మార్గం. కేవలం వాహనాలే కాదు, మన ఇళ్లలో కూడా మార్పు రావాలి. 'పీఎం సూర్య ఘర్ ఉచిత విద్యుత్ పథకం' ద్వారా ఇంటి పైకప్పుపై సోలార్ ప్యానెల్స్ ఏర్పాటు చేసుకుంటే, నెలవారీ కరెంటు బిల్లుల నుండి విముక్తి లభిస్తుంది. 3 కిలోవాట్ల వరకు సోలార్ సిస్టమ్ పెట్టితే ప్రభుత్వం సుమారు 78,000 వరకు సబ్సిడీ ఇస్తోంది. దీనివల్ల మన సొంత విద్యుత్తు మనమే తయారు చేసుకోవచ్చు, తద్వారా చమురుతో తయారయ్యే థర్మల్ పవర్ పై భారం తగ్గుతుంది. మరో అద్భుతమైన ప్రత్యామ్నాయం 'ఇథనాల్ బ్లెండింగ్'. మన రైతులు పండించే చెరకు వ్యర్థాల నుండి తీసే ఇథనాల్‌ను పెట్రోల్‌లో కలపడం వల్ల విదేశాల నుండి దిగుమతి చేసుకునే ముడి చమురు అవసరం తగ్గుతుంది. ఇప్పటికే మన దేశం 15% నుండి 20% వరకు ఇథనాల్ కలిపిన పెట్రోల్‌ను విజయవంతంగా వాడుతోంది. ఇది రైతులకు ఆదాయాన్ని ఇవ్వడమే కాకుండా, పర్యావరణ కాలుష్యాన్ని కూడా తగ్గిస్తుంది. భవిష్యత్తు ఇంధనంగా పిలవబడే 'గ్రీన్ హైడ్రోజన్' వైపు భారత్ వేగంగా అడుగులు వేస్తోంది. యుద్ధాల వల్ల గ్యాస్ సరఫరా నిలిచిపోయినా, నీటి నుండి ఉత్పత్తి చేసే ఈ హైడ్రోజన్ మన పరిశ్రమలకు, భారీ ట్రక్కులకు ఇంధనంగా మారుతుంది. ఇది పొగను విడుదల చేయదు, కేవలం నీటి ఆవిరిని మాత్రమే బయటకు పంపిస్తుంది. ముగింపుగా, యుద్ధాలు ఎప్పుడు వస్తాయో మనం ముందుగా కనుక్కోవడం కష్టమే, కానీ వాటి వల్ల కలిగే ఆర్థిక నష్టాల నుండి మనల్ని మనం కాపాడుకోగలం. హరిత ఇంధనాల వినియోగం అనేది కేవలం పర్యావరణ హితం మాత్రమే కాదు, అది మన దేశ భద్రతకు సామాన్యుడి జేబుకు శ్రీరామరక్ష. <box>34 315 454 1707</box>
divider-rule <box>484 988 1136 990</box>
registration-mark-icon <box>825 2328 845 2348</box>
sajjala-col1: అమరావతికి తమ పార్టీ మద్దతిస్తుందంటూ వైసీపీ నేత సజ్జల రామకృష్ణారెడ్డి చేసిన వ్యాఖ్యలు అత్యంత హాస్యాస్పదంగా ఉన్నాయని, ఇది ఆ పార్టీకి ఒక ఆత్మహత్యా సదృశ్యమని ప్రభుత్వ విప్, టీడీపీ ఎమ్మెల్యే కాల్వ శ్రీనివాసులు తీవ్రంగా విమర్శించారు. గత ఐదేళ్లుగా అమరావతిని స్మశానంతో పోల్చి, నిర్వీర్యం చేసిన వారే నేడు మద్దతు ఇస్తామనడం విడ్డూరంగా ఉందని ఎద్దేవా చేశారు. రాయదుర్గం అసెంబ్లీ నియోజకవర్గ ప్రజలకు క్లారిటీ చెప్పాలి. జగన్ రెడ్డి పాలనలో వ్యవస్థలన్నీ నాశనమయ్యాయని, ఆయన ఎప్పుడూ ప్రజల కోసం కాకుండా కేవలం తన స్వార్థ ప్రయోజనాల కోసమే పనిచేశారని మండిపడ్డారు. మంగళగిరిలోని ఎన్టీఆర్ భవన్‌లో ఏర్పాటు చేసిన విలేకరుల సమావేశంలో ఆయన మాట్లాడారు. పేర్ని నాని వంటి నేతల తీరు సరిగా లేదని విమర్శించారు. వైసీపీ ప్రభుత్వం నిర్వాకం వల్ల రైతులు ఎన్నో ఇబ్బందులు పడ్డారని గుర్తుచేశారు. అమరావతి విషయంలో వైసీపీ నిజంగా చిత్తశుద్ధి ఉంటే, ఆ పార్టీ అధినేత జగన్ స్వయంగా అసెంబ్లీకి వచ్చి తమ వైఖరిని స్పష్టం చేయాలని డిమాండ్ చేశారు. ఆయన రాకుండా సజ్జల వంటి వారితో మాట్లాడించడం ప్రజలను మభ్యపెట్టడమేనని ధ్వజమెత్తారు. గతంలో రాజధాని నిర్మాణాన్ని <box>488 619 750 927</box>
bus-fire-col2-body: వీరిలో బస్సు వెనుక భాగంలో ఉన్నవారు బయటకు రాలేక మృతిచెందినట్లు ప్రత్యక్ష సాక్షులు చెబుతున్నారు. టిప్పర్ను బస్సు ఢీకొట్టడంతో ఒక్కసారిగా మంటలు చెలరేగాయి. క్షణాల్లోనే బస్సులో మంటలు వ్యాపించాయి. ప్రమాదంతో బస్సు అద్దాలు పగలగొట్టి కొందరు ప్రయాణికులు కిందకి దూకారు. స్లీపర్ బస్సు కావడంతో ఇరుక్కుపోయిన వారు బయటపడలేకపోయారు. టిప్పర్ డ్రైవర్ ఎక్కువ వేగంతో బస్సును ఢీకొట్టినట్లు తెలుస్తోంది. బస్సు డ్రైవర్ అతివేగమే ప్రమాదానికి కారణమని పోలీసులు ప్రాథమిక అంచనాకు వచ్చారు. బస్సు ప్రమాదంపై మంత్రులు దిగ్భ్రాంతి వ్యక్తం చేస్తూ.. ఘటనాస్థలిలో సహాయచర్యలు ముమ్మరం చేయాలని, గాయపడినవారికి మెరుగైన వైద్యం అందించాలని ఆదేశించారు. <box>758 256 1016 461</box>
amaravati-col1-investment: విద్యారంగ అభివృద్ధికి ప్రభుత్వం ప్రాధాన్యత ఇస్తోంది. ఎస్ఆర్ఎం యూనివర్సిటీ, విట్, అమృత వంటి ప్రముఖ సంస్థలకు అనుమతులు, భూ కేటాయింపులకు మంత్రిమండలి ఆమోదం తెలిపింది. <box>488 1594 808 1642</box>
color-swatch <box>1060 2328 1069 2347</box>
amaravati-subhead-energy: ఇంధన రంగంలో భారీ సంస్కరణలు, భూ కేటాయింపులు <box>816 1398 1072 1413</box>
bus-fire-col2-intro: చికిత్స అందిస్తున్నారు. మృతుల సంఖ్య మరింత పెరిగే అవకాశముంది. <box>758 202 1016 232</box>
issue-date: శుక్రవారం 27 మార్చి 2026 <box>1108 42 1343 66</box>
popular-leader-headline-line1: ప్రపంచంలో మోస్ట్ పాప్యులర్ నేతగా ప్రధాని <box>1166 1355 1451 1375</box>
